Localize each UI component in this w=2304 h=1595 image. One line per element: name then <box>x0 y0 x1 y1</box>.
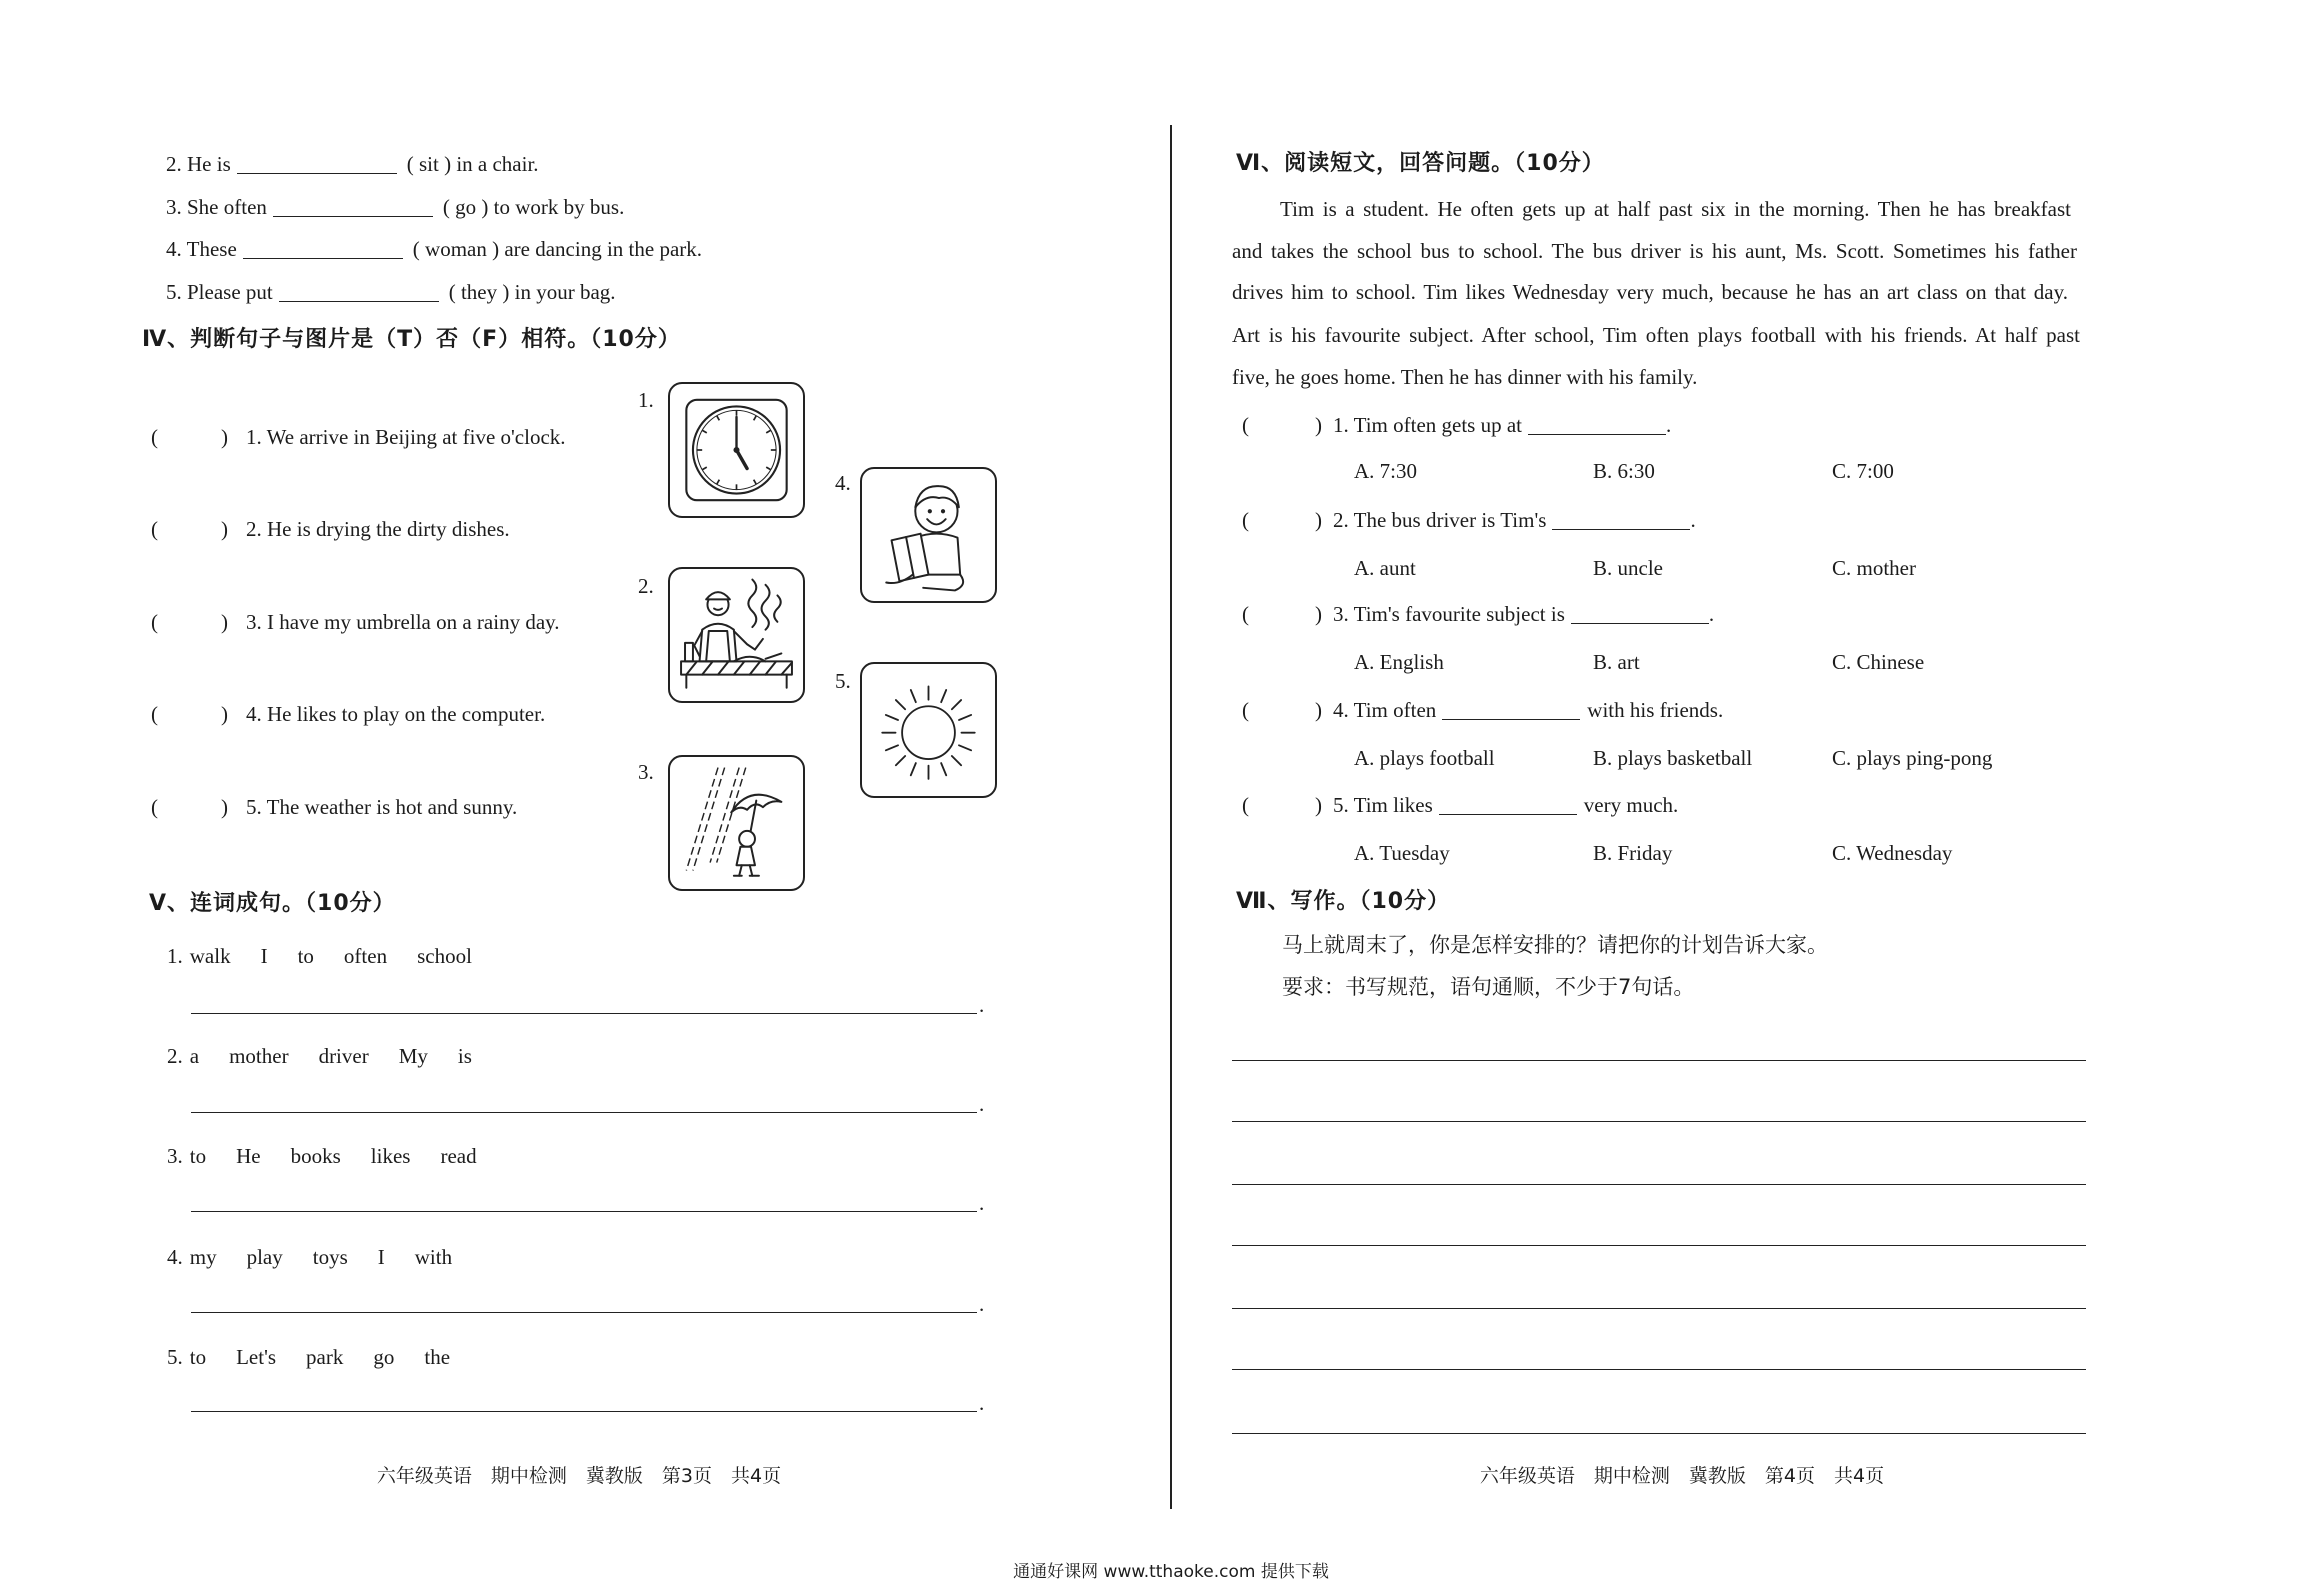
option-a[interactable]: A. plays football <box>1354 746 1495 770</box>
end-period: . <box>979 1092 985 1116</box>
scrambled-word: the <box>424 1345 451 1369</box>
answer-blank[interactable] <box>1442 701 1580 720</box>
boy-reading-drawing <box>886 486 963 590</box>
scrambled-word: read <box>440 1144 477 1168</box>
option-b[interactable]: B. 6:30 <box>1593 459 1655 483</box>
writing-line[interactable] <box>1232 1308 2086 1309</box>
question-number: 1. <box>1333 413 1349 437</box>
fill-blank-item <box>166 280 616 304</box>
end-period: . <box>979 1391 985 1415</box>
item-text: He is drying the dirty dishes. <box>267 517 510 541</box>
page-4-footer: 六年级英语 期中检测 冀教版 第4页 共4页 <box>1479 1465 1885 1487</box>
word-order-item <box>167 1245 452 1269</box>
passage-line: drives him to school. Tim likes Wednesday very much, because he has an art class on that day. <box>1232 280 2068 304</box>
answer-bracket-open[interactable]: ( <box>1242 602 1249 626</box>
boy-reading-icon <box>862 469 995 601</box>
word-order-item <box>167 1345 450 1369</box>
word-order-item <box>167 1144 477 1168</box>
section-4-heading: Ⅳ、判断句子与图片是（T）否（F）相符。（10分） <box>142 327 681 352</box>
question-text: The bus driver is Tim's <box>1353 508 1547 532</box>
sun-drawing <box>882 686 974 778</box>
answer-blank[interactable] <box>1552 511 1690 530</box>
picture-3-frame <box>668 755 805 891</box>
question-text-after: . <box>1708 602 1715 626</box>
scrambled-word: I <box>260 944 268 968</box>
item-text: I have my umbrella on a rainy day. <box>267 610 560 634</box>
answer-bracket-close: ) <box>1315 602 1322 626</box>
scrambled-word: often <box>343 944 388 968</box>
answer-bracket-open[interactable]: ( <box>1242 793 1249 817</box>
scrambled-word: park <box>306 1345 344 1369</box>
answer-blank[interactable] <box>237 155 397 174</box>
option-b[interactable]: B. art <box>1593 650 1640 674</box>
picture-label: 5. <box>835 669 851 693</box>
item-text-before: Please put <box>187 280 273 304</box>
picture-label: 2. <box>638 574 654 598</box>
option-c[interactable]: C. Chinese <box>1832 650 1925 674</box>
scrambled-word: to <box>297 944 314 968</box>
umbrella-rain-icon <box>670 757 803 889</box>
cooking-man-drawing <box>681 580 792 688</box>
word-order-item <box>167 1044 472 1068</box>
item-number: 2. <box>166 152 182 176</box>
question-row <box>1242 413 1671 437</box>
question-row <box>1242 793 1678 817</box>
options-row <box>1354 650 2071 674</box>
section-6-heading: Ⅵ、阅读短文，回答问题。（10分） <box>1236 151 1605 176</box>
scrambled-word: I <box>377 1245 385 1269</box>
scrambled-word: He <box>236 1144 261 1168</box>
scrambled-word: walk <box>189 944 231 968</box>
word-order-item <box>167 944 472 968</box>
scrambled-word: is <box>457 1044 472 1068</box>
scrambled-word: play <box>246 1245 283 1269</box>
answer-blank[interactable] <box>1528 416 1666 435</box>
passage-line: Art is his favourite subject. After school, Tim often plays football with his friends. At half past <box>1232 323 2080 347</box>
picture-1-frame <box>668 382 805 518</box>
item-number: 3. <box>166 195 182 219</box>
child-with-umbrella <box>731 795 781 876</box>
answer-line[interactable] <box>191 1411 977 1412</box>
answer-bracket-close: ) <box>221 795 228 819</box>
scrambled-word: to <box>189 1345 207 1369</box>
answer-blank[interactable] <box>279 283 439 302</box>
question-text-after: . <box>1666 413 1672 437</box>
writing-line[interactable] <box>1232 1433 2086 1434</box>
scrambled-word: a <box>189 1044 200 1068</box>
picture-label: 1. <box>638 388 654 412</box>
question-text: Tim likes <box>1353 793 1433 817</box>
section-5-heading: Ⅴ、连词成句。（10分） <box>149 891 396 916</box>
item-number: 5. <box>167 1345 183 1369</box>
writing-requirement: 要求：书写规范，语句通顺，不少于7句话。 <box>1282 975 1695 999</box>
true-false-item <box>151 702 545 726</box>
options-row <box>1354 556 2071 580</box>
picture-5-frame <box>860 662 997 798</box>
answer-bracket-close: ) <box>221 702 228 726</box>
item-number: 3. <box>246 610 262 634</box>
section-7-heading: Ⅶ、写作。（10分） <box>1236 889 1451 914</box>
question-row <box>1242 698 1723 722</box>
question-text-after: . <box>1690 508 1696 532</box>
rain-lines <box>686 768 745 871</box>
answer-bracket-close: ) <box>221 610 228 634</box>
option-c[interactable]: C. plays ping-pong <box>1832 746 1993 770</box>
scrambled-word: my <box>189 1245 217 1269</box>
item-text-before: She often <box>187 195 267 219</box>
download-watermark: 通通好课网 www.tthaoke.com 提供下载 <box>1013 1562 1329 1582</box>
answer-bracket-close: ) <box>1315 793 1322 817</box>
item-number: 1. <box>167 944 183 968</box>
fill-blank-item <box>166 237 702 261</box>
question-number: 4. <box>1333 698 1349 722</box>
scrambled-word: to <box>189 1144 207 1168</box>
scrambled-word: books <box>290 1144 341 1168</box>
answer-line[interactable] <box>191 1312 977 1313</box>
option-a[interactable]: A. aunt <box>1354 556 1416 580</box>
picture-2-frame <box>668 567 805 703</box>
options-row <box>1354 459 2071 483</box>
word-hint: ( woman ) <box>412 237 500 261</box>
question-text-after: very much. <box>1583 793 1679 817</box>
word-hint: ( go ) <box>442 195 489 219</box>
word-hint: ( sit ) <box>406 152 452 176</box>
end-period: . <box>979 1292 985 1316</box>
option-b[interactable]: B. uncle <box>1593 556 1663 580</box>
end-period: . <box>979 993 985 1017</box>
fill-blank-item <box>166 152 539 176</box>
scrambled-word: Let's <box>236 1345 277 1369</box>
writing-line[interactable] <box>1232 1369 2086 1370</box>
item-number: 4. <box>246 702 262 726</box>
item-number: 3. <box>167 1144 183 1168</box>
item-text-after: in your bag. <box>514 280 616 304</box>
answer-bracket-close: ) <box>221 517 228 541</box>
item-text: We arrive in Beijing at five o'clock. <box>266 425 566 449</box>
option-a[interactable]: A. English <box>1354 650 1444 674</box>
item-text-before: These <box>186 237 237 261</box>
answer-bracket-open[interactable]: ( <box>1242 508 1249 532</box>
scrambled-word: with <box>414 1245 453 1269</box>
option-c[interactable]: C. 7:00 <box>1832 459 1894 483</box>
question-text-after: with his friends. <box>1587 698 1724 722</box>
sun-icon <box>862 664 995 796</box>
answer-bracket-close: ) <box>1315 698 1322 722</box>
answer-bracket-open[interactable]: ( <box>151 610 158 634</box>
answer-blank[interactable] <box>1439 796 1577 815</box>
page-3-footer: 六年级英语 期中检测 冀教版 第3页 共4页 <box>376 1465 782 1487</box>
options-row <box>1354 841 2071 865</box>
passage-line: Tim is a student. He often gets up at half past six in the morning. Then he has breakfast <box>1280 197 2071 221</box>
question-text: Tim's favourite subject is <box>1353 602 1565 626</box>
answer-blank[interactable] <box>273 198 433 217</box>
option-a[interactable]: A. 7:30 <box>1354 459 1417 483</box>
question-number: 5. <box>1333 793 1349 817</box>
item-number: 5. <box>166 280 182 304</box>
scrambled-word: mother <box>229 1044 289 1068</box>
writing-prompt: 马上就周末了，你是怎样安排的？请把你的计划告诉大家。 <box>1282 933 1828 957</box>
item-text-before: He is <box>187 152 231 176</box>
option-c[interactable]: C. Wednesday <box>1832 841 1953 865</box>
item-number: 4. <box>167 1245 183 1269</box>
true-false-item <box>151 610 560 634</box>
fill-blank-item <box>166 195 624 219</box>
item-text-after: to work by bus. <box>493 195 625 219</box>
question-text: Tim often gets up at <box>1353 413 1523 437</box>
word-hint: ( they ) <box>448 280 510 304</box>
item-text-after: are dancing in the park. <box>504 237 703 261</box>
question-text: Tim often <box>1353 698 1437 722</box>
answer-bracket-close: ) <box>221 425 228 449</box>
question-number: 3. <box>1333 602 1349 626</box>
item-number: 5. <box>246 795 262 819</box>
item-number: 1. <box>246 425 262 449</box>
answer-bracket-close: ) <box>1315 413 1322 437</box>
answer-line[interactable] <box>191 1211 977 1212</box>
answer-bracket-open[interactable]: ( <box>1242 698 1249 722</box>
writing-line[interactable] <box>1232 1245 2086 1246</box>
answer-bracket-close: ) <box>1315 508 1322 532</box>
answer-bracket-open[interactable]: ( <box>1242 413 1249 437</box>
option-b[interactable]: B. Friday <box>1593 841 1673 865</box>
scrambled-word: driver <box>318 1044 369 1068</box>
answer-line[interactable] <box>191 1112 977 1113</box>
scrambled-word: go <box>373 1345 395 1369</box>
picture-label: 3. <box>638 760 654 784</box>
scrambled-word: My <box>398 1044 428 1068</box>
clock-icon <box>670 384 803 516</box>
answer-bracket-open[interactable]: ( <box>151 517 158 541</box>
scrambled-word: toys <box>312 1245 348 1269</box>
writing-line[interactable] <box>1232 1121 2086 1122</box>
option-b[interactable]: B. plays basketball <box>1593 746 1753 770</box>
answer-blank[interactable] <box>243 240 403 259</box>
passage-line: and takes the school bus to school. The bus driver is his aunt, Ms. Scott. Sometimes his father <box>1232 239 2077 263</box>
true-false-item <box>151 425 566 449</box>
picture-label: 4. <box>835 471 851 495</box>
question-row <box>1242 508 1696 532</box>
scrambled-word: likes <box>370 1144 411 1168</box>
answer-bracket-open[interactable]: ( <box>151 795 158 819</box>
passage-line: five, he goes home. Then he has dinner with his family. <box>1232 365 1698 389</box>
item-number: 4. <box>166 237 182 261</box>
item-number: 2. <box>167 1044 183 1068</box>
item-number: 2. <box>246 517 262 541</box>
writing-line[interactable] <box>1232 1060 2086 1061</box>
page-divider <box>1170 125 1172 1509</box>
answer-blank[interactable] <box>1571 605 1709 624</box>
cooking-man-icon <box>670 569 803 701</box>
item-text-after: in a chair. <box>456 152 539 176</box>
writing-line[interactable] <box>1232 1184 2086 1185</box>
true-false-item <box>151 517 510 541</box>
options-row <box>1354 746 2071 770</box>
question-row <box>1242 602 1714 626</box>
true-false-item <box>151 795 517 819</box>
answer-bracket-open[interactable]: ( <box>151 425 158 449</box>
answer-line[interactable] <box>191 1013 977 1014</box>
answer-bracket-open[interactable]: ( <box>151 702 158 726</box>
scrambled-word: school <box>417 944 472 968</box>
item-text: The weather is hot and sunny. <box>266 795 518 819</box>
question-number: 2. <box>1333 508 1349 532</box>
picture-4-frame <box>860 467 997 603</box>
end-period: . <box>979 1191 985 1215</box>
option-c[interactable]: C. mother <box>1832 556 1916 580</box>
clock-hands <box>734 417 747 468</box>
item-text: He likes to play on the computer. <box>267 702 546 726</box>
option-a[interactable]: A. Tuesday <box>1354 841 1450 865</box>
